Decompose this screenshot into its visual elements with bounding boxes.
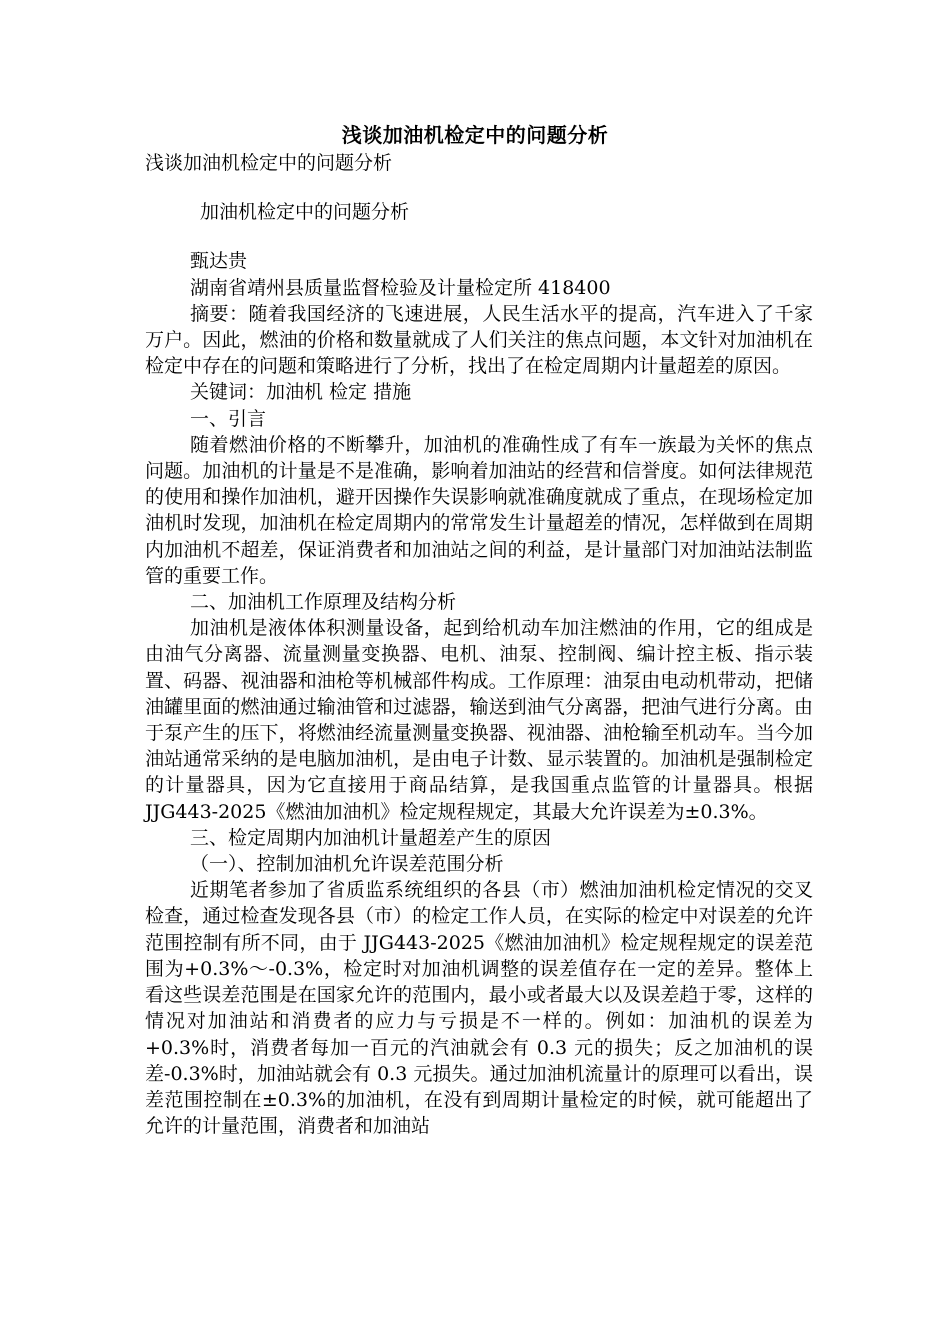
document-body xyxy=(145,150,813,1139)
error-range-paragraph: 近期笔者参加了省质监系统组织的各县（市）燃油加油机检定情况的交叉检查，通过检查发现各县（市）的检定工作人员，在实际的检定中对误差的允许范围控制有所不同，由于 JJG443-2025《燃油加油机》检定规程规定的误差范围为+0.3%～-0.3%，检定时对加油机调整的误差值存在一定的差异。整体上看这些误差范围是在国家允许的范围内，最小或者最大以及误差趋于零，这样的情况对加油站和消费者的应力与亏损是不一样的。例如：加油机的误差为+0.3%时，消费者每加一百元的汽油就会有 0.3 元的损失；反之加油机的误差-0.3%时，加油站就会有 0.3 元损失。通过加油机流量计的原理可以看出，误差范围控制在±0.3%的加油机，在没有到周期计量检定的时候，就可能超出了允许的计量范围，消费者和加油站 xyxy=(145,879,813,1138)
document-title: 浅谈加油机检定中的问题分析 xyxy=(341,123,609,147)
subtitle: 加油机检定中的问题分析 xyxy=(200,201,410,224)
subsection-heading-error-range: （一）、控制加油机允许误差范围分析 xyxy=(190,853,504,876)
section-heading-introduction: 一、引言 xyxy=(190,407,267,430)
keywords: 关键词：加油机 检定 措施 xyxy=(190,381,412,404)
affiliation: 湖南省靖州县质量监督检验及计量检定所 418400 xyxy=(190,276,611,299)
abstract-paragraph: 摘要：随着我国经济的飞速进展，人民生活水平的提高，汽车进入了千家万户。因此，燃油的价格和数量就成了人们关注的焦点问题，本文针对加油机在检定中存在的问题和策略进行了分析，找出了在检定周期内计量超差的原因。 xyxy=(145,302,813,378)
author: 甄达贵 xyxy=(190,250,248,273)
section-heading-principle: 二、加油机工作原理及结构分析 xyxy=(190,591,457,614)
principle-paragraph: 加油机是液体体积测量设备，起到给机动车加注燃油的作用，它的组成是由油气分离器、流量测量变换器、电机、油泵、控制阀、编计控主板、指示装置、码器、视油器和油枪等机械部件构成。工作原理：油泵由电动机带动，把储油罐里面的燃油通过输油管和过滤器，输送到油气分离器，把油气进行分离。由于泵产生的压下，将燃油经流量测量变换器、视油器、油枪输至机动车。当今加油站通常采纳的是电脑加油机，是由电子计数、显示装置的。加油机是强制检定的计量器具，因为它直接用于商品结算，是我国重点监管的计量器具。根据 JJG443-2025《燃油加油机》检定规程规定，其最大允许误差为±0.3%。 xyxy=(145,617,813,823)
heading-repeat: 浅谈加油机检定中的问题分析 xyxy=(145,152,393,174)
section-heading-causes: 三、检定周期内加油机计量超差产生的原因 xyxy=(190,826,552,849)
introduction-paragraph: 随着燃油价格的不断攀升，加油机的准确性成了有车一族最为关怀的焦点问题。加油机的计量是不是准确，影响着加油站的经营和信誉度。如何法律规范的使用和操作加油机，避开因操作失误影响就准确度就成了重点，在现场检定加油机时发现，加油机在检定周期内的常常发生计量超差的情况，怎样做到在周期内加油机不超差，保证消费者和加油站之间的利益，是计量部门对加油站法制监管的重要工作。 xyxy=(145,433,813,587)
